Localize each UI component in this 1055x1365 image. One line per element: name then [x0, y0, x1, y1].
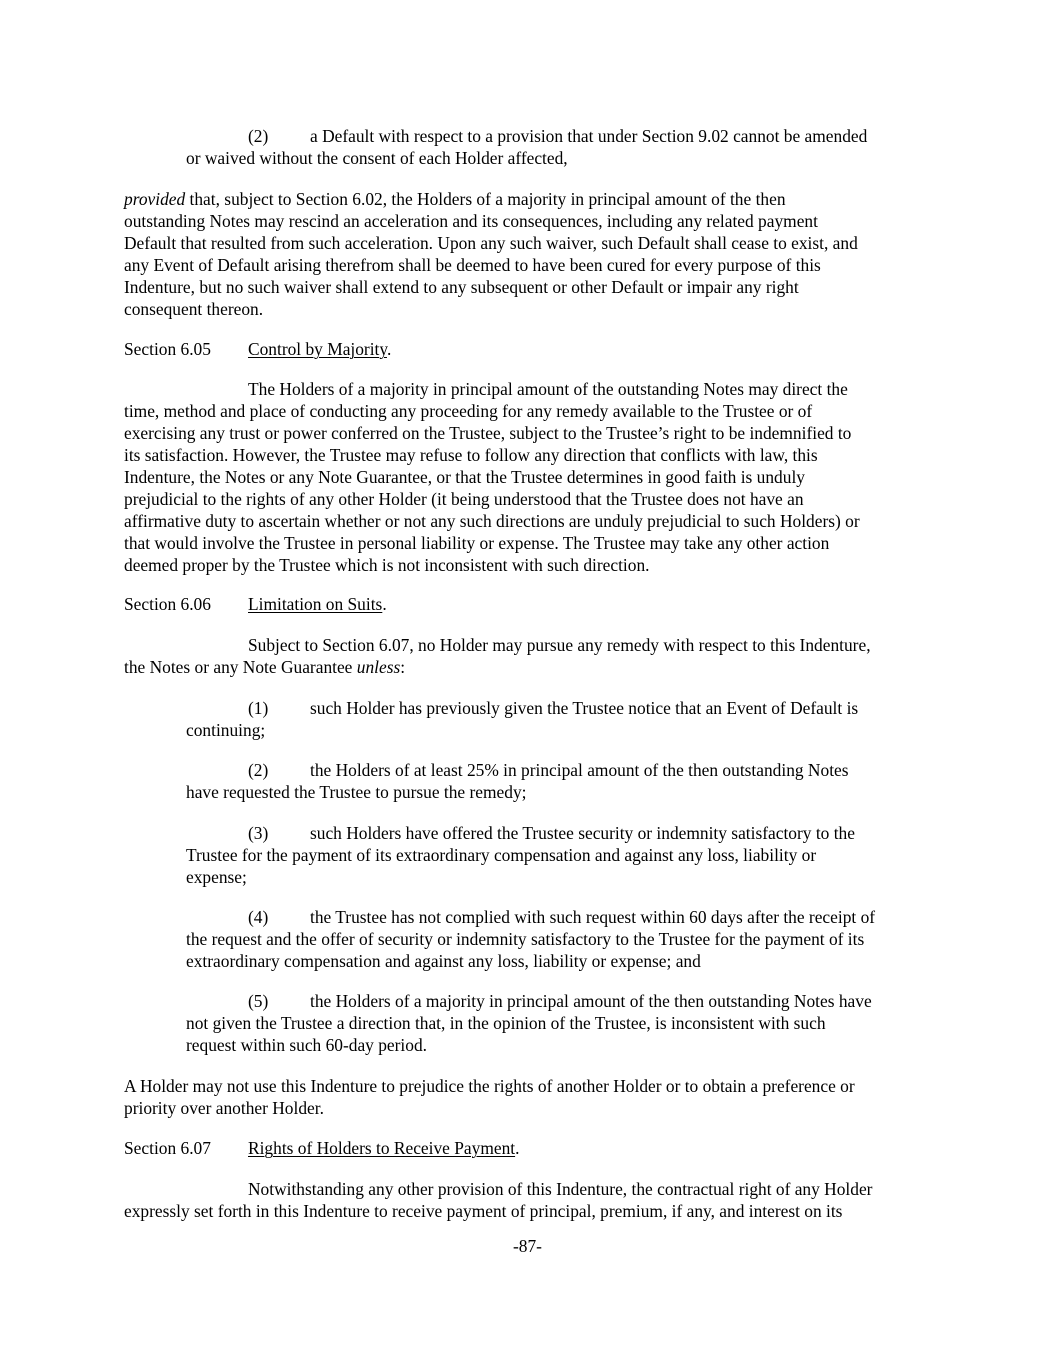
- item-text: the Trustee has not complied with such request within 60 days after the receipt of: [310, 907, 876, 927]
- item-number: (4): [248, 907, 269, 927]
- item-number: (2): [248, 760, 269, 780]
- item-text: the Holders of at least 25% in principal amount of the then outstanding Notes: [310, 760, 849, 780]
- section-title: Limitation on Suits: [248, 594, 383, 614]
- suit-condition-3: [186, 822, 855, 888]
- paragraph-line: deemed proper by the Trustee which is not inconsistent with such direction.: [124, 555, 650, 575]
- section-6-06-closing: [124, 1075, 855, 1119]
- paragraph-line: consequent thereon.: [124, 299, 264, 319]
- proviso-italic-word: provided: [124, 189, 186, 209]
- item-number: (5): [248, 991, 269, 1011]
- paragraph-line: that, subject to Section 6.02, the Holders of a majority in principal amount of the then: [185, 189, 786, 209]
- paragraph-line: outstanding Notes may rescind an acceleration and its consequences, including any related payment: [124, 211, 818, 231]
- item-text: extraordinary compensation and against any loss, liability or expense; and: [186, 951, 701, 971]
- section-6-07-heading: Section 6.07 Rights of Holders to Receive Payment.: [124, 1138, 520, 1158]
- page-number: -87-: [513, 1236, 542, 1256]
- proviso-paragraph: [124, 188, 858, 320]
- paragraph-line: exercising any trust or power conferred on the Trustee, subject to the Trustee’s right to be indemnified to: [124, 423, 852, 443]
- paragraph-line: affirmative duty to ascertain whether or not any such directions are unduly prejudicial to such Holders) or: [124, 511, 860, 531]
- section-title: Control by Majority: [248, 339, 387, 359]
- paragraph-line: priority over another Holder.: [124, 1098, 324, 1118]
- paragraph-line: Indenture, the Notes or any Note Guarantee, or that the Trustee determines in good faith is unduly: [124, 467, 805, 487]
- item-text: expense;: [186, 867, 247, 887]
- item-text: the Holders of a majority in principal amount of the then outstanding Notes have: [310, 991, 872, 1011]
- section-6-06-intro: Subject to Section 6.07, no Holder may pursue any remedy with respect to this Indenture, the Notes or any Note Guarantee unless:: [124, 635, 871, 677]
- unless-italic: unless: [356, 657, 401, 677]
- section-title: Rights of Holders to Receive Payment: [248, 1138, 516, 1158]
- paragraph-line: Indenture, but no such waiver shall extend to any subsequent or other Default or impair any right: [124, 277, 799, 297]
- paragraph-line: prejudicial to the rights of any other Holder (it being understood that the Trustee does not have an: [124, 489, 804, 509]
- paragraph-line: its satisfaction. However, the Trustee may refuse to follow any direction that conflicts with law, this: [124, 445, 818, 465]
- paragraph-line: A Holder may not use this Indenture to prejudice the rights of another Holder or to obtain a preference or: [124, 1076, 855, 1096]
- item-text: or waived without the consent of each Holder affected,: [186, 148, 568, 168]
- paragraph-line: The Holders of a majority in principal amount of the outstanding Notes may direct the: [248, 379, 848, 399]
- section-6-07-body: [124, 1178, 872, 1222]
- waiver-item-2: [186, 125, 867, 169]
- paragraph-line: Notwithstanding any other provision of this Indenture, the contractual right of any Holder: [248, 1179, 873, 1199]
- item-text: the request and the offer of security or indemnity satisfactory to the Trustee for the payment of its: [186, 929, 865, 949]
- section-6-05-body: [124, 378, 860, 576]
- item-text: not given the Trustee a direction that, in the opinion of the Trustee, is inconsistent with such: [186, 1013, 826, 1033]
- paragraph-line: Default that resulted from such acceleration. Upon any such waiver, such Default shall cease to exist, and: [124, 233, 858, 253]
- section-6-06-heading: Section 6.06 Limitation on Suits.: [124, 594, 387, 614]
- section-number: Section 6.06: [124, 594, 211, 614]
- item-text: such Holders have offered the Trustee security or indemnity satisfactory to the: [310, 823, 855, 843]
- item-number: (3): [248, 823, 269, 843]
- suit-condition-4: [186, 906, 875, 972]
- item-text: such Holder has previously given the Trustee notice that an Event of Default is: [310, 698, 859, 718]
- item-text: a Default with respect to a provision that under Section 9.02 cannot be amended: [310, 126, 868, 146]
- item-text: request within such 60-day period.: [186, 1035, 427, 1055]
- suit-condition-5: [186, 990, 872, 1056]
- item-text: continuing;: [186, 720, 266, 740]
- paragraph-line: Subject to Section 6.07, no Holder may pursue any remedy with respect to this Indenture,: [248, 635, 871, 655]
- paragraph-line: expressly set forth in this Indenture to receive payment of principal, premium, if any, and interest on its: [124, 1201, 843, 1221]
- paragraph-line: that would involve the Trustee in personal liability or expense. The Trustee may take any other action: [124, 533, 830, 553]
- paragraph-line: the Notes or any Note Guarantee: [124, 657, 357, 677]
- item-text: have requested the Trustee to pursue the remedy;: [186, 782, 527, 802]
- item-number: (1): [248, 698, 269, 718]
- paragraph-line: any Event of Default arising therefrom shall be deemed to have been cured for every purpose of this: [124, 255, 821, 275]
- section-number: Section 6.05: [124, 339, 211, 359]
- suit-condition-2: [186, 759, 849, 803]
- item-number: (2): [248, 126, 269, 146]
- suit-condition-1: [186, 697, 858, 741]
- section-number: Section 6.07: [124, 1138, 211, 1158]
- section-6-05-heading: Section 6.05 Control by Majority.: [124, 339, 392, 359]
- paragraph-line: time, method and place of conducting any proceeding for any remedy available to the Trustee or of: [124, 401, 813, 421]
- item-text: Trustee for the payment of its extraordinary compensation and against any loss, liability or: [186, 845, 817, 865]
